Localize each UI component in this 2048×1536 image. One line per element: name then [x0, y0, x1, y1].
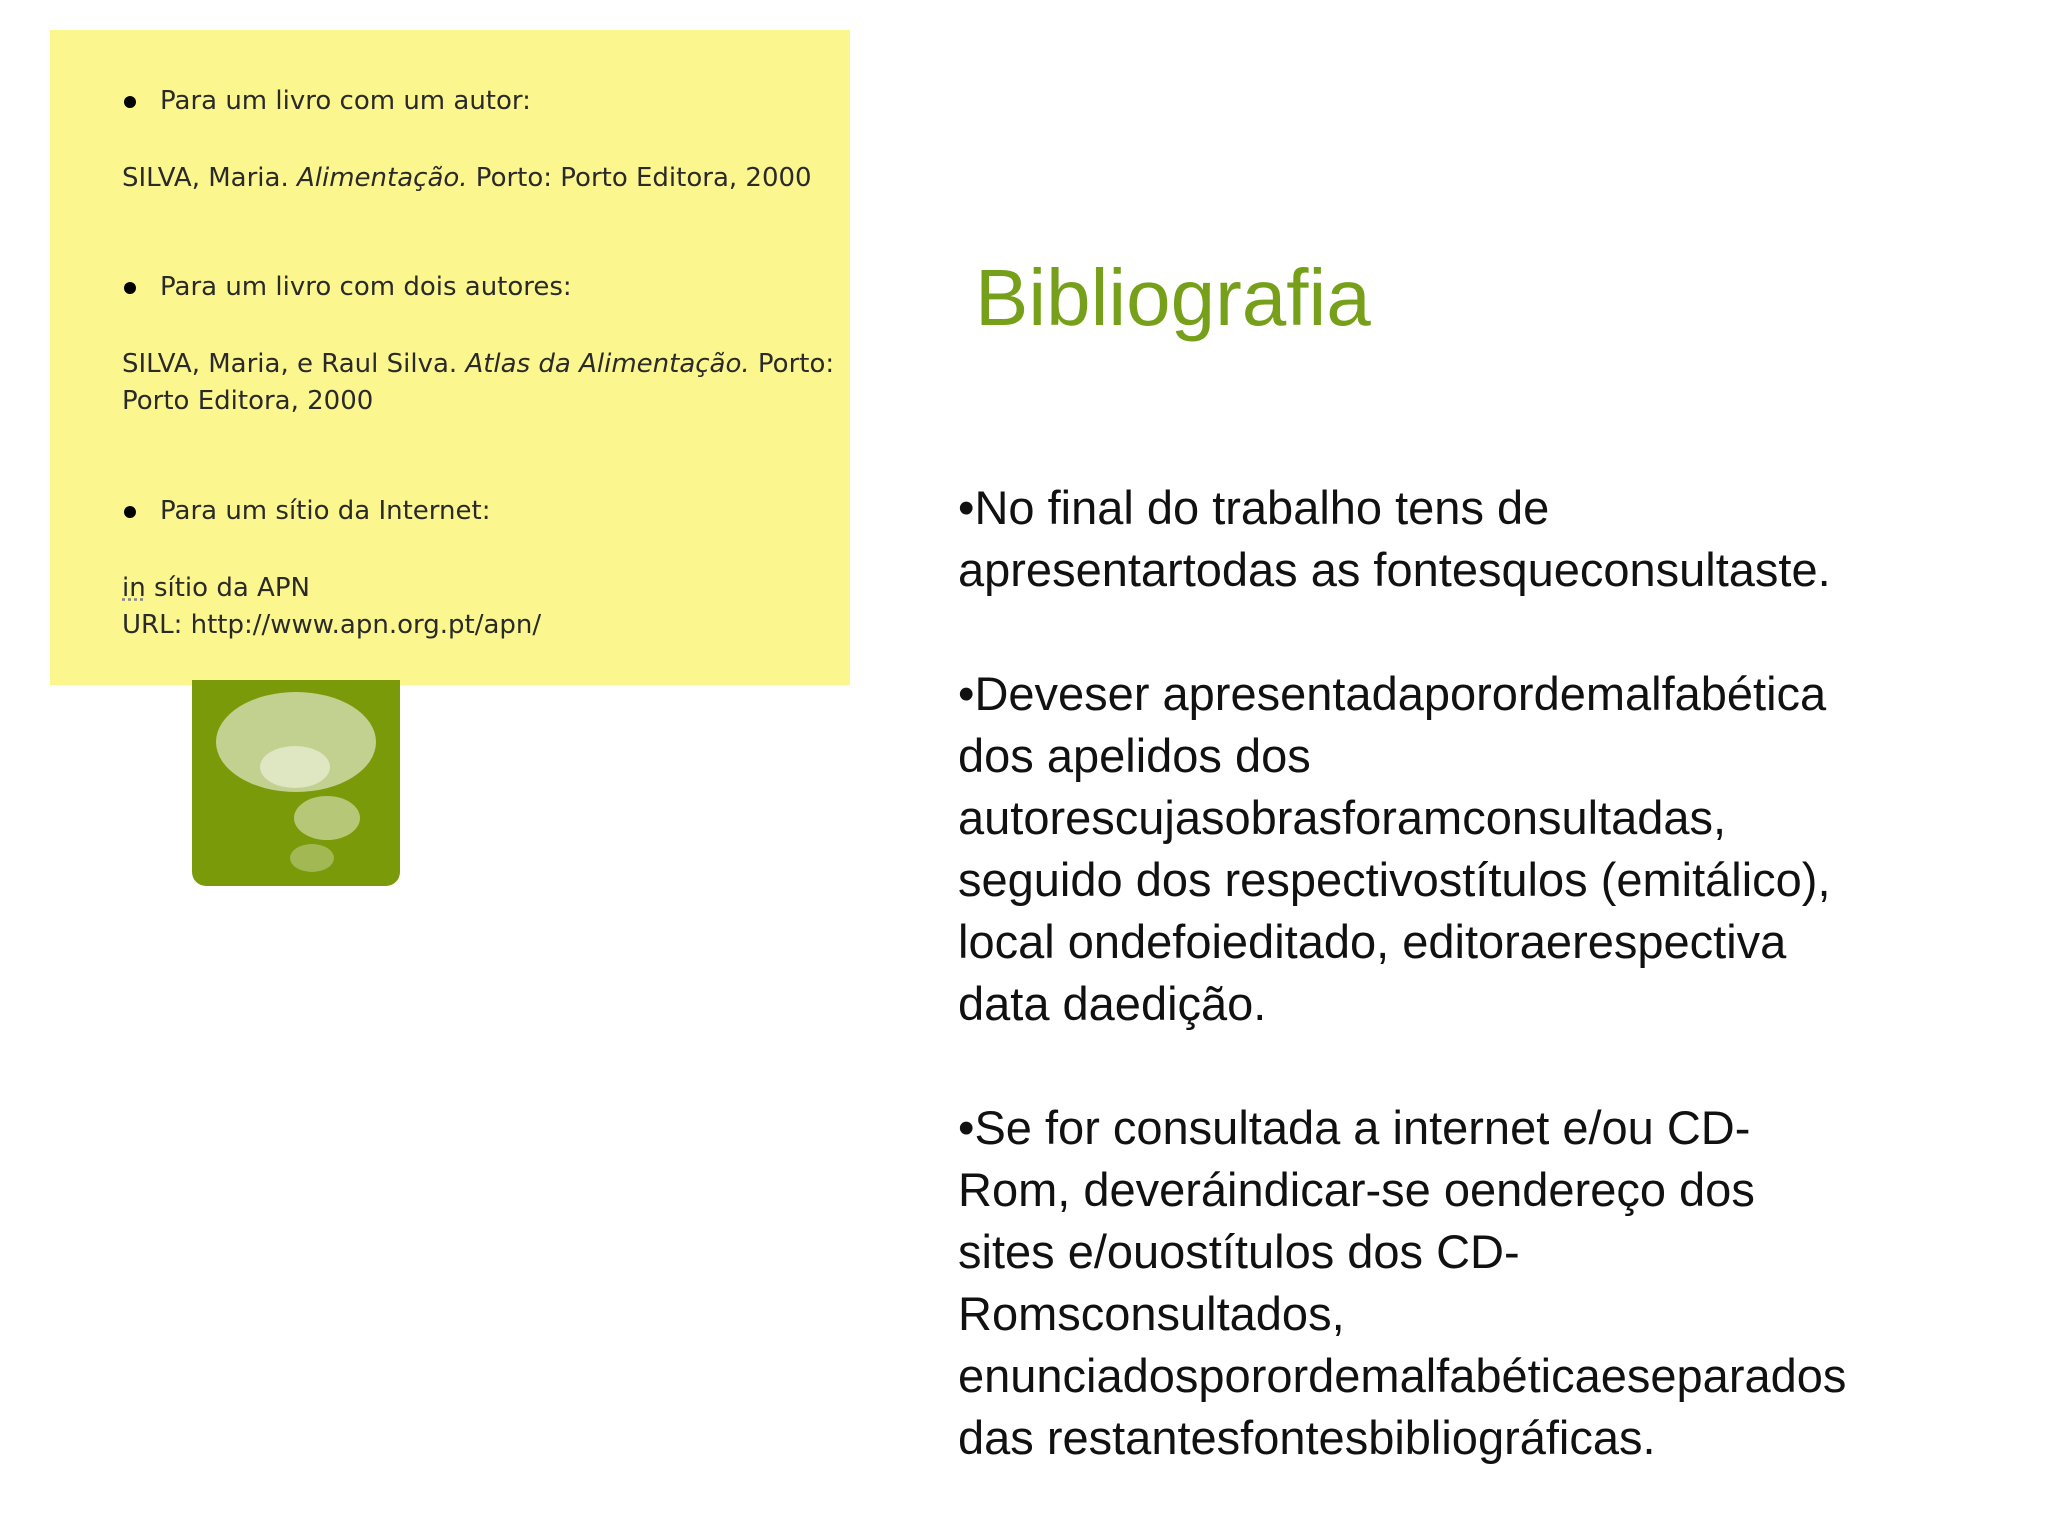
paragraph-ordering: •Deveser apresentadaporordemalfabética dos apelidos dos autorescujasobrasforamconsultadas, seguido dos respectivostítulos (emitálico), local ondefoieditado, editoraerespectiva data daedição. — [958, 667, 1831, 1030]
bullet-dot-icon — [124, 96, 136, 108]
slide-title: Bibliografia — [975, 253, 1371, 342]
example-reference-one-author: SILVA, Maria. Alimentação. Porto: Porto Editora, 2000 — [122, 163, 812, 193]
example-box — [50, 30, 850, 685]
small-bubble-shape — [290, 844, 334, 872]
paragraph-internet: •Se for consultada a internet e/ou CD- Rom, deveráindicar-se oendereço dos sites e/ouostítulos dos CD- Romsconsultados, enunciadosporordemalfabéticaeseparados das restantesfontesbibliográficas. — [958, 1101, 1847, 1464]
example-reference-internet: in sítio da APN URL: http://www.apn.org.pt/apn/ — [122, 573, 542, 640]
inner-bubble-shape — [260, 746, 330, 788]
paragraph-sources: •No final do trabalho tens de apresentartodas as fontesqueconsultaste. — [958, 481, 1831, 596]
bullet-dot-icon — [124, 506, 136, 518]
medium-bubble-shape — [294, 796, 360, 840]
thought-bubble-icon — [192, 680, 400, 886]
example-bullet-internet: Para um sítio da Internet: — [160, 496, 490, 526]
example-bullet-one-author: Para um livro com um autor: — [160, 86, 531, 116]
example-bullet-two-authors: Para um livro com dois autores: — [160, 272, 572, 302]
example-reference-two-authors: SILVA, Maria, e Raul Silva. Atlas da Alimentação. Porto: Porto Editora, 2000 — [122, 349, 835, 416]
bullet-dot-icon — [124, 282, 136, 294]
